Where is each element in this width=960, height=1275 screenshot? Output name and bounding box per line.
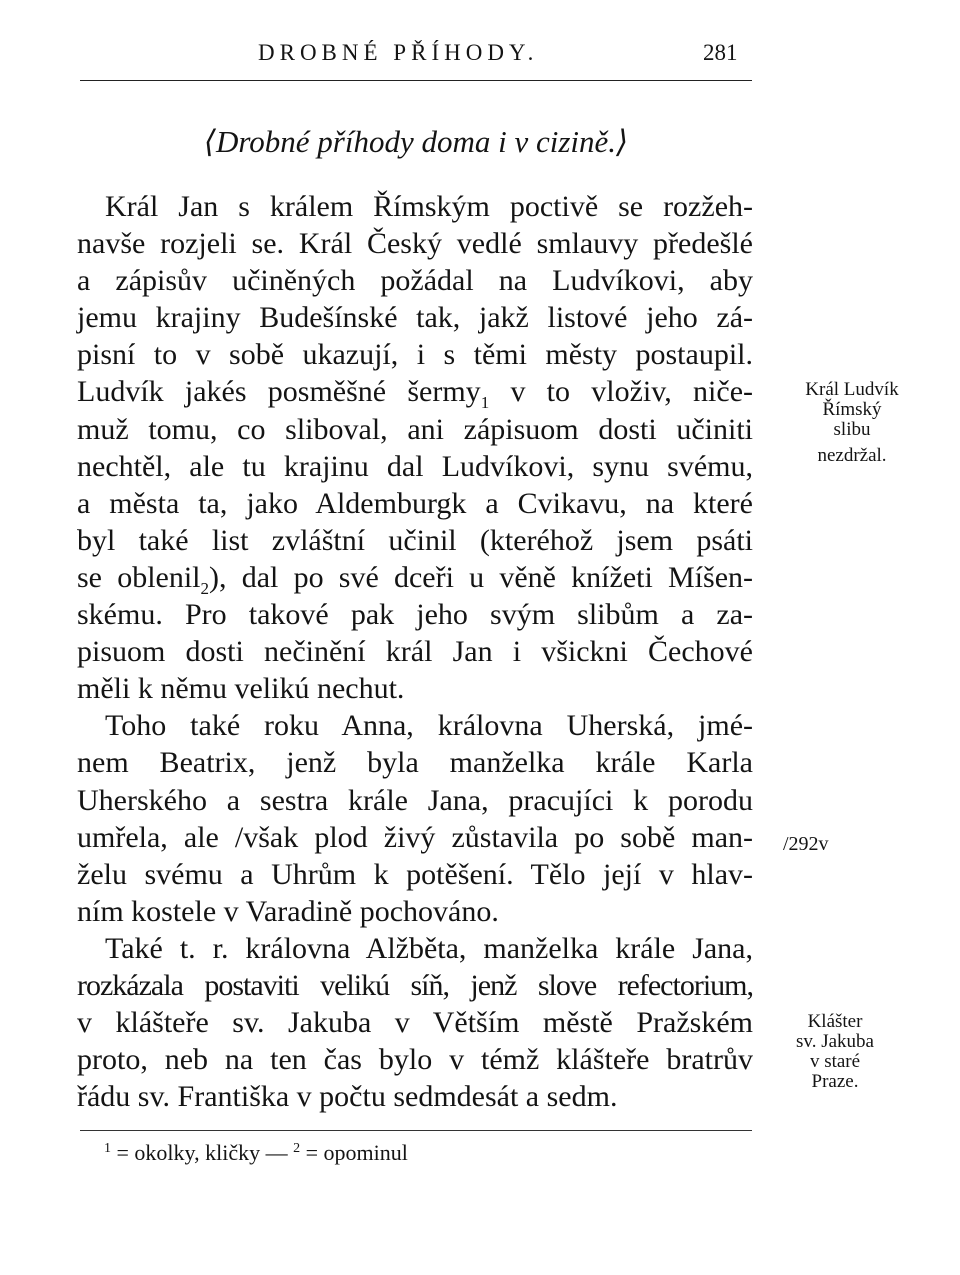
text-segment: Ludvík jakés posměšné šermy [77, 375, 481, 409]
text-line: umřela, ale /však plod živý zůstavila po sobě man- [77, 820, 753, 854]
footnote-marker: 2 [200, 578, 210, 598]
footnote-text: = opominul [305, 1140, 408, 1165]
footnote-marker: 1 [480, 393, 490, 413]
section-heading: ⟨Drobné příhody doma i v cizině.⟩ [203, 124, 629, 159]
text-line: navše rozjeli se. Král Český vedlé smlauvy předešlé [77, 227, 753, 261]
text-line: Toho také roku Anna, královna Uherská, jmé- [105, 709, 753, 743]
footnote-text: = okolky, kličky — [116, 1140, 288, 1165]
running-head [0, 40, 960, 80]
text-line: Také t. r. královna Alžběta, manželka krále Jana, [105, 931, 753, 965]
text-line: pisuom dosti nečinění král Jan i všickni Čechové [77, 635, 753, 669]
text-line: nem Beatrix, jenž byla manželka krále Karla [77, 746, 753, 780]
margin-note-line: Praze. [811, 1071, 859, 1092]
text-segment: se oblenil [77, 560, 201, 594]
text-line: ním kostele v Varadině pochováno. [77, 894, 499, 928]
text-line: byl také list zvláštní učinil (kteréhož jsem psáti [77, 523, 753, 557]
text-line: Uherského a sestra krále Jana, pracujíci k porodu [77, 783, 753, 817]
text-line: rozkázala postaviti velikú síň, jenž slove refectorium, [77, 968, 753, 1002]
text-line: jemu krajiny Budešínské tak, jakž listové jeho zá- [77, 301, 753, 335]
text-line [77, 559, 753, 596]
margin-note-line: Král Ludvík [805, 379, 899, 400]
folio-marker: /292v [783, 833, 829, 855]
text-line: želu svému a Uhrům k potěšení. Tělo její v hlav- [77, 857, 753, 891]
margin-note-line: Klášter [807, 1011, 863, 1032]
text-line [77, 373, 754, 413]
margin-note-king-ludvik [772, 380, 932, 466]
text-line: Král Jan s králem Římským poctivě se rozžeh- [105, 190, 753, 223]
footnote-number: 2 [293, 1141, 301, 1156]
page-number: 281 [703, 40, 738, 65]
footnote-rule [80, 1130, 752, 1131]
footnotes [104, 1140, 408, 1166]
text-line: pisní to v sobě ukazují, i s těmi městy postaupil. [77, 338, 753, 372]
text-line: měli k němu velikú nechut. [77, 672, 405, 706]
text-line: řádu sv. Františka v počtu sedmdesát a sedm. [77, 1080, 618, 1114]
body-text [77, 188, 753, 1115]
text-line: muž tomu, co sliboval, ani zápisuom dosti učiniti [77, 412, 753, 446]
text-segment: ), dal po své dceři u věně knížeti Míšen- [209, 560, 753, 594]
text-line: a zápisův učiněných požádal na Ludvíkovi, aby [77, 264, 753, 298]
margin-note-line: Římský [822, 399, 882, 420]
margin-note-line: nezdržal. [817, 445, 887, 466]
margin-note-line: v staré [809, 1051, 861, 1072]
text-line: a města ta, jako Aldemburgk a Cvikavu, na které [77, 486, 753, 520]
margin-note-monastery [760, 1012, 910, 1092]
text-line: v klášteře sv. Jakuba v Větším městě Pražském [77, 1006, 753, 1040]
text-line: nechtěl, ale tu krajinu dal Ludvíkovi, synu svému, [77, 449, 753, 483]
text-line: proto, neb na ten čas bylo v témž klášteře bratrův [77, 1043, 753, 1077]
running-title: DROBNÉ PŘÍHODY. [258, 40, 539, 65]
header-rule [80, 80, 752, 81]
footnote-number: 1 [104, 1141, 111, 1156]
text-segment: v to vloživ, niče- [510, 375, 754, 409]
margin-note-line: sv. Jakuba [796, 1031, 874, 1052]
text-line: skému. Pro takové pak jeho svým slibům a za- [77, 598, 753, 632]
margin-note-line: slibu [833, 419, 871, 440]
